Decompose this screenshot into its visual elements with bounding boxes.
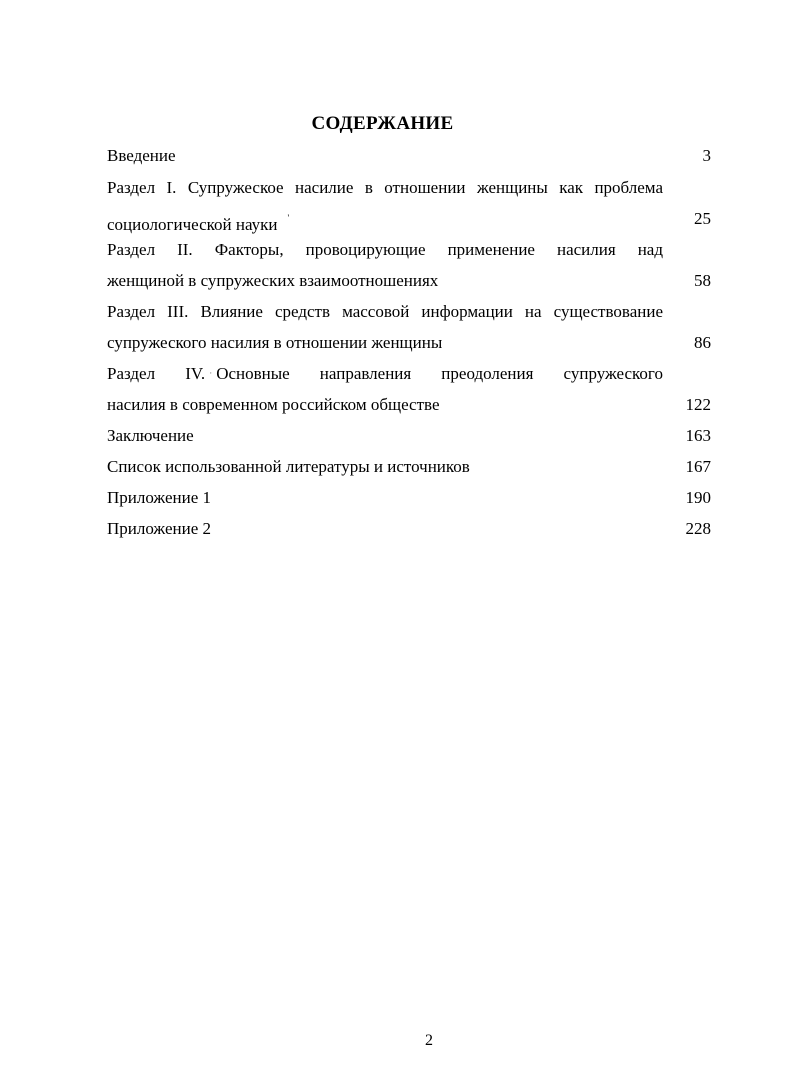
toc-page-appendix-2: 228	[685, 519, 711, 538]
toc-entry-section-2	[107, 234, 663, 296]
toc-page-section-4: 122	[685, 395, 711, 414]
toc-page-bibliography: 167	[685, 457, 711, 476]
toc-entry-line: супружеского насилия в отношении женщины	[107, 333, 443, 352]
toc-entry-text: Заключение	[107, 426, 194, 445]
toc-entry-line-text: социологической науки	[107, 215, 278, 234]
toc-entry-line: женщиной в супружеских взаимоотношениях	[107, 271, 439, 290]
scan-mark: ·	[209, 368, 213, 378]
toc-entry-appendix-2	[107, 513, 663, 544]
toc-entry-text: Приложение 1	[107, 488, 211, 507]
toc-entry-line-part: Раздел IV.	[107, 364, 206, 383]
toc-entry-conclusion	[107, 420, 663, 451]
toc-entry-text: Введение	[107, 146, 176, 165]
toc-entry-line: Раздел III. Влияние средств массовой информации на существование	[107, 302, 663, 321]
toc-entry-section-4	[107, 358, 663, 420]
toc-entry-text: Приложение 2	[107, 519, 211, 538]
scan-mark: '	[287, 213, 290, 223]
toc-page-intro: 3	[702, 146, 711, 165]
toc-page-conclusion: 163	[685, 426, 711, 445]
page-number: 2	[425, 1032, 433, 1049]
toc-entry-line: Раздел I. Супружеское насилие в отношении женщины как проблема	[107, 178, 663, 197]
toc-entry-section-1	[107, 172, 663, 234]
toc-page-section-3: 86	[694, 333, 711, 352]
toc-entry-appendix-1	[107, 482, 663, 513]
toc-page-appendix-1: 190	[685, 488, 711, 507]
toc-entry-line	[107, 358, 663, 389]
toc-entry-bibliography	[107, 451, 663, 482]
toc-entry-intro	[107, 140, 663, 171]
toc-title: СОДЕРЖАНИЕ	[311, 113, 454, 134]
toc-entry-line: насилия в современном российском обществе	[107, 395, 440, 414]
toc-entry-text: Список использованной литературы и источников	[107, 457, 470, 476]
toc-entry-line: Раздел II. Факторы, провоцирующие применение насилия над	[107, 240, 663, 259]
toc-entry-line-part: Основные направления преодоления супружеского	[216, 364, 663, 383]
toc-entry-line	[107, 203, 663, 234]
toc-page-section-1: 25	[694, 209, 711, 228]
toc-entry-section-3	[107, 296, 663, 358]
toc-page-section-2: 58	[694, 271, 711, 290]
